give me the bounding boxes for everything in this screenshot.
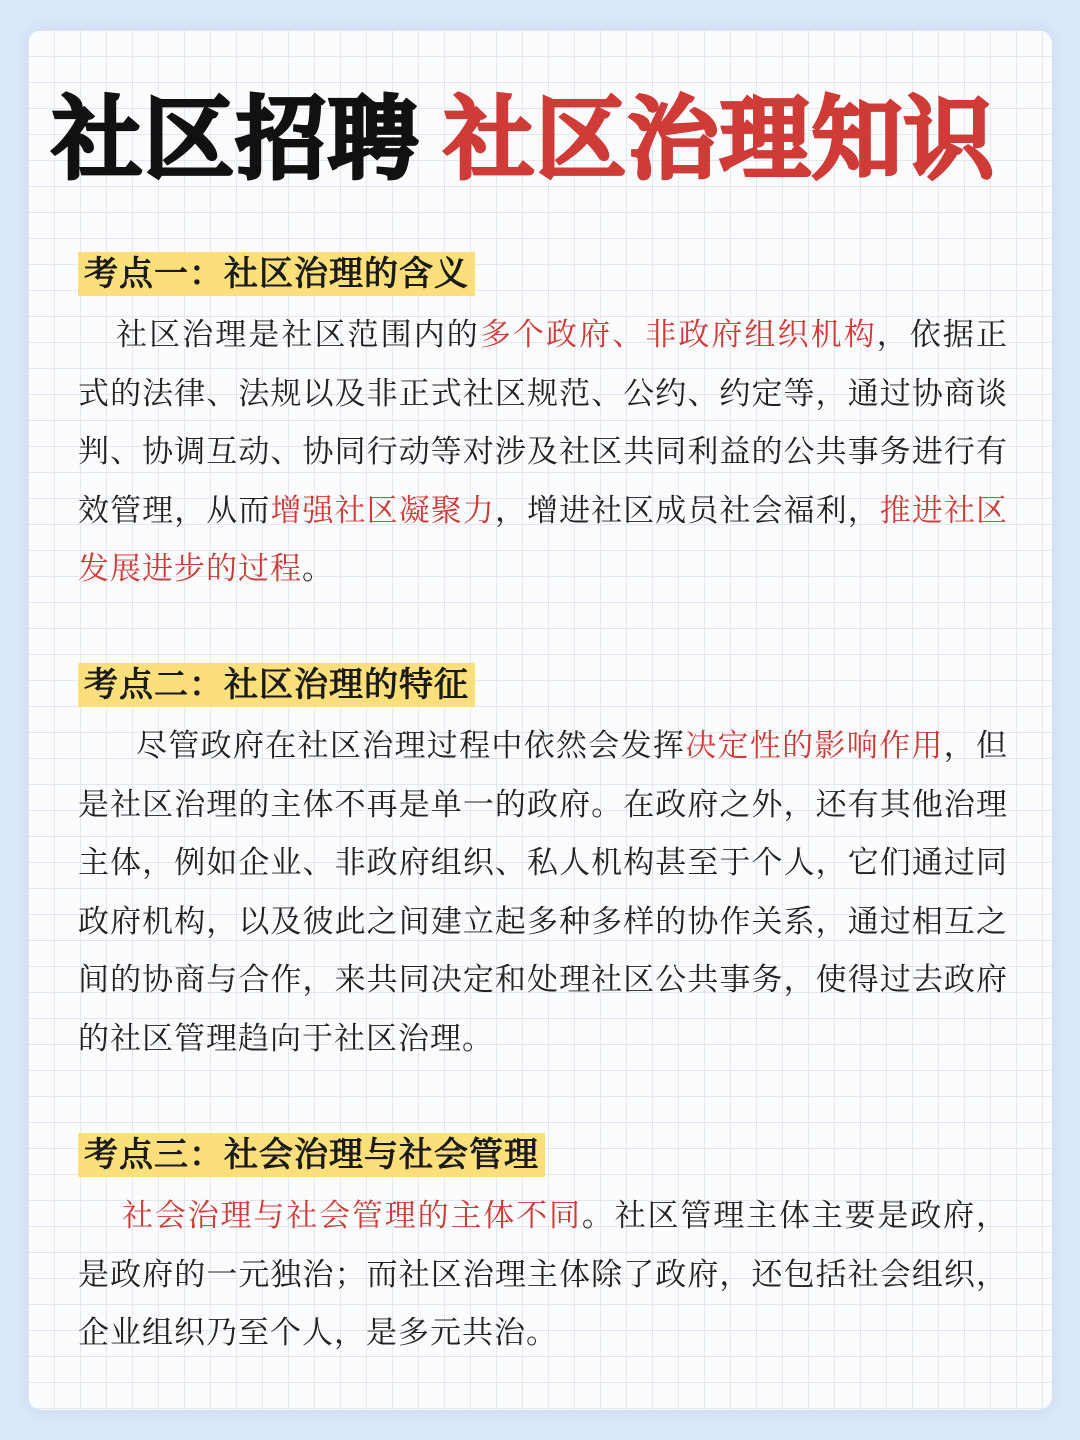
highlighted-text: 社会治理与社会管理的主体不同	[122, 1198, 582, 1234]
title-part-red: 社区治理知识	[444, 87, 996, 192]
highlighted-text: 多个政府、非政府组织机构	[479, 317, 877, 353]
paragraph-text: ，但是社区治理的主体不再是单一的政府。在政府之外，还有其他治理主体，例如企业、非政府组织、私人机构甚至于个人，它们通过同政府机构，以及彼此之间建立起多种多样的协作关系，通过相互之间的协商与合作，来共同决定和处理社区公共事务，使得过去政府的社区管理趋向于社区治理。	[78, 728, 1009, 1057]
section-features	[78, 663, 1008, 1068]
section-paragraph	[78, 717, 1008, 1068]
section-paragraph	[78, 1187, 1008, 1363]
section-heading: 考点二：社区治理的特征	[78, 663, 475, 707]
paragraph-text: 尽管政府在社区治理过程中依然会发挥	[136, 728, 686, 764]
title-part-black: 社区招聘	[52, 87, 420, 192]
paragraph-text: 。	[302, 551, 334, 587]
page-title	[52, 80, 1032, 200]
paragraph-text: 。社区管理主体主要是政府，是政府的一元独治；而社区治理主体除了政府，还包括社会组织，企业组织乃至个人，是多元共治。	[78, 1198, 1009, 1351]
paragraph-text: ，依据正式的法律、法规以及非正式社区规范、公约、约定等，通过协商谈判、协调互动、协同行动等对涉及社区共同利益的公共事务进行有效管理，从而	[78, 317, 1009, 529]
highlighted-text: 决定性的影响作用	[685, 728, 944, 764]
section-comparison	[78, 1133, 1008, 1363]
paragraph-text: 社区治理是社区范围内的	[116, 317, 480, 353]
paragraph-text: ，增进社区成员社会福利，	[494, 492, 880, 529]
section-meaning	[78, 252, 1008, 599]
section-heading: 考点一：社区治理的含义	[78, 252, 475, 296]
section-paragraph	[78, 306, 1008, 599]
highlighted-text: 增强社区凝聚力	[270, 492, 495, 529]
highlighted-text: 推进社区发展进步的过程	[78, 492, 1009, 587]
section-heading: 考点三：社会治理与社会管理	[78, 1133, 545, 1177]
content-card	[28, 30, 1052, 1410]
